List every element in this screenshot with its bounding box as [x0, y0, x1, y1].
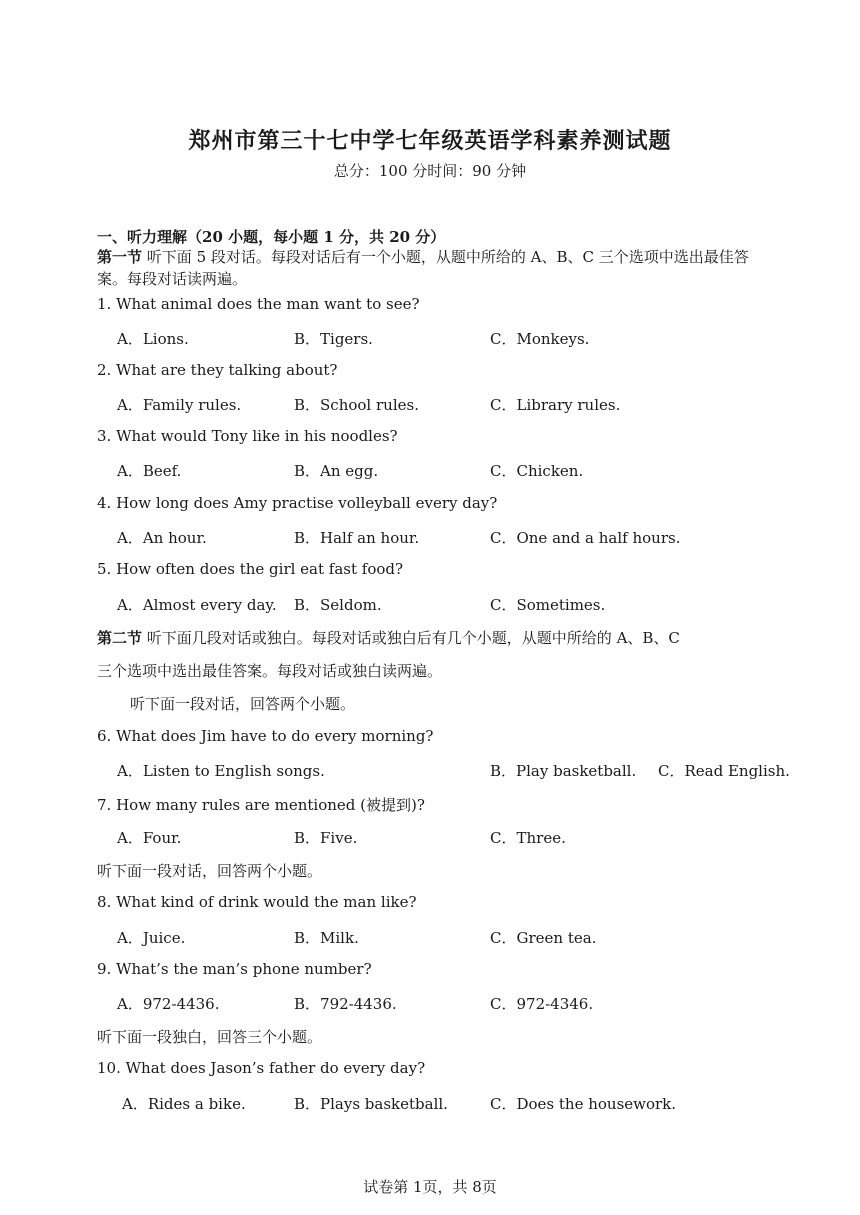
question-text: How often does the girl eat fast food?	[116, 560, 404, 578]
q3-option-c: C．Chicken.	[490, 462, 584, 480]
question-8: 8. What kind of drink would the man like?	[97, 893, 417, 911]
q4-option-b: B．Half an hour.	[294, 529, 420, 547]
question-4: 4. How long does Amy practise volleyball every day?	[97, 494, 498, 512]
section1-text: 听下面 5 段对话。每段对话后有一个小题，从题中所给的 A、B、C 三个选项中选出最佳答案。每段对话读两遍。	[97, 248, 749, 288]
question-6: 6. What does Jim have to do every morning?	[97, 727, 434, 745]
section2-text: 听下面几段对话或独白。每段对话或独白后有几个小题，从题中所给的 A、B、C	[146, 629, 680, 647]
q9-option-b: B．792-4436.	[294, 995, 397, 1013]
question-text: How long does Amy practise volleyball every day?	[116, 494, 498, 512]
part-heading: 一、听力理解（20 小题，每小题 1 分，共 20 分）	[97, 228, 446, 246]
q8-option-b: B．Milk.	[294, 929, 359, 947]
question-text: What are they talking about?	[116, 361, 338, 379]
q2-option-b: B．School rules.	[294, 396, 419, 414]
q2-option-a: A．Family rules.	[117, 396, 242, 414]
page-title: 郑州市第三十七中学七年级英语学科素养测试题	[188, 128, 672, 154]
q6-option-a: A．Listen to English songs.	[117, 762, 325, 780]
section2-label: 第二节	[97, 629, 143, 647]
q8-option-c: C．Green tea.	[490, 929, 597, 947]
q7-option-c: C．Three.	[490, 829, 566, 847]
section1-instructions	[97, 246, 777, 290]
q10-option-a: A．Rides a bike.	[122, 1095, 246, 1113]
q6-option-b: B．Play basketball.	[490, 762, 637, 780]
q7-option-a: A．Four.	[117, 829, 182, 847]
question-2: 2. What are they talking about?	[97, 361, 338, 379]
exam-info: 总分：100 分时间：90 分钟	[333, 162, 527, 180]
question-text: How many rules are mentioned (被提到)?	[116, 796, 425, 814]
q9-option-c: C．972-4346.	[490, 995, 594, 1013]
dialog-instruction: 听下面一段对话，回答两个小题。	[130, 695, 356, 713]
q1-option-b: B．Tigers.	[294, 330, 373, 348]
q2-option-c: C．Library rules.	[490, 396, 621, 414]
question-1: 1. What animal does the man want to see?	[97, 295, 420, 313]
question-text: What kind of drink would the man like?	[116, 893, 417, 911]
q3-option-b: B．An egg.	[294, 462, 379, 480]
q10-option-c: C．Does the housework.	[490, 1095, 677, 1113]
q6-option-c: C．Read English.	[658, 762, 790, 780]
dialog-instruction-2: 听下面一段对话，回答两个小题。	[97, 862, 323, 880]
page-footer: 试卷第 1页，共 8页	[363, 1178, 497, 1196]
q5-option-a: A．Almost every day.	[117, 596, 277, 614]
section2-instructions-line1	[97, 627, 680, 648]
q3-option-a: A．Beef.	[117, 462, 182, 480]
q1-option-a: A．Lions.	[117, 330, 189, 348]
q5-option-b: B．Seldom.	[294, 596, 382, 614]
question-9: 9. What’s the man’s phone number?	[97, 960, 372, 978]
q1-option-c: C．Monkeys.	[490, 330, 590, 348]
q10-option-b: B．Plays basketball.	[294, 1095, 448, 1113]
question-text: What would Tony like in his noodles?	[116, 427, 398, 445]
question-text: What animal does the man want to see?	[116, 295, 420, 313]
question-text: What does Jim have to do every morning?	[116, 727, 434, 745]
q4-option-c: C．One and a half hours.	[490, 529, 681, 547]
question-10: 10. What does Jason’s father do every day?	[97, 1059, 426, 1077]
question-5: 5. How often does the girl eat fast food?	[97, 560, 404, 578]
question-text: What does Jason’s father do every day?	[125, 1059, 426, 1077]
question-3: 3. What would Tony like in his noodles?	[97, 427, 398, 445]
section1-label: 第一节	[97, 248, 143, 266]
q4-option-a: A．An hour.	[117, 529, 207, 547]
q7-option-b: B．Five.	[294, 829, 358, 847]
q5-option-c: C．Sometimes.	[490, 596, 606, 614]
q8-option-a: A．Juice.	[117, 929, 186, 947]
question-text: What’s the man’s phone number?	[116, 960, 372, 978]
q9-option-a: A．972-4436.	[117, 995, 220, 1013]
monologue-instruction: 听下面一段独白，回答三个小题。	[97, 1028, 323, 1046]
section2-instructions-line2: 三个选项中选出最佳答案。每段对话或独白读两遍。	[97, 662, 443, 680]
question-7: 7. How many rules are mentioned (被提到)?	[97, 796, 425, 814]
